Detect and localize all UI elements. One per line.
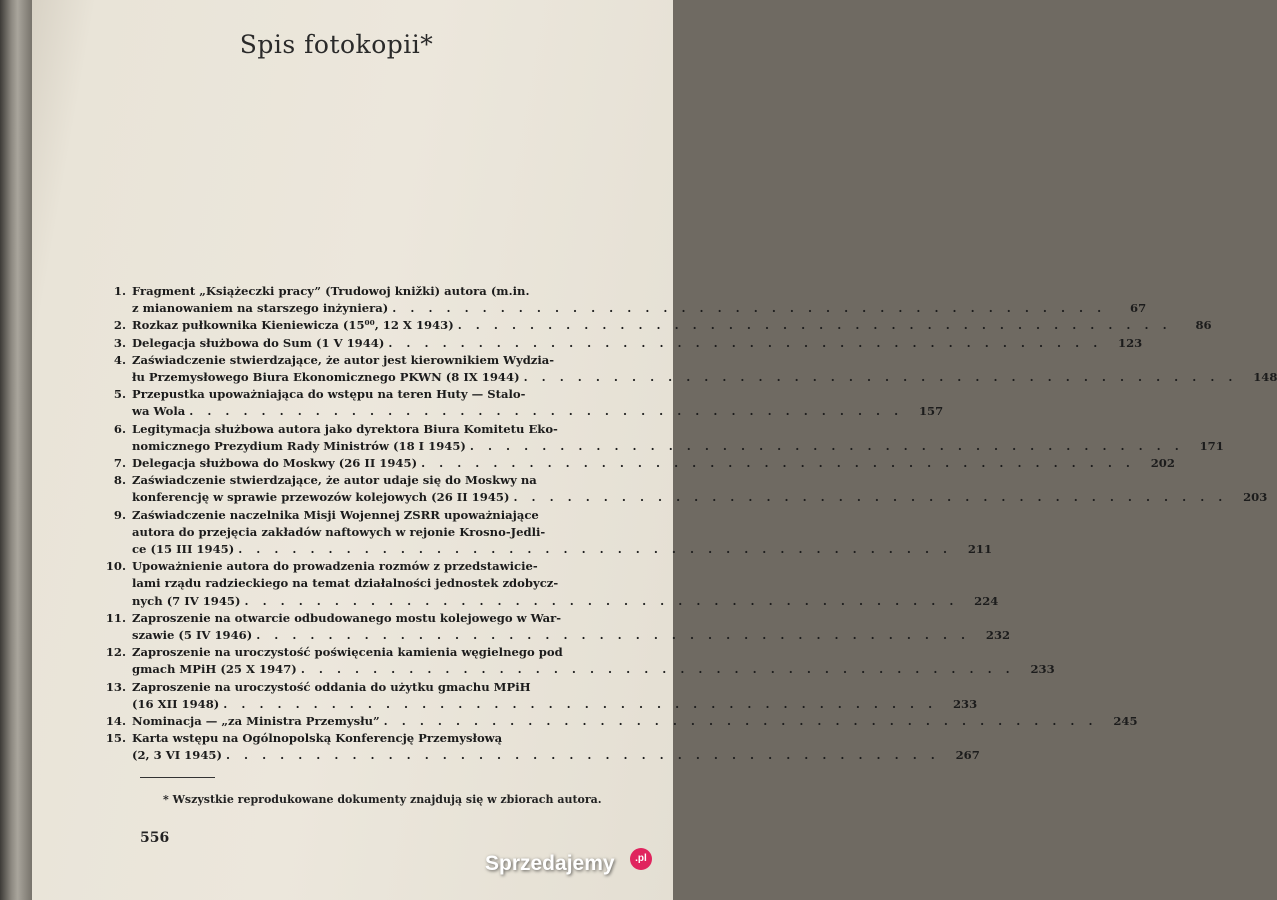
toc-entry-page: 157 xyxy=(918,404,944,419)
toc-entry-page: 148 xyxy=(1253,370,1277,385)
toc-entry-number: 6. xyxy=(113,421,126,436)
toc-entry xyxy=(98,472,1268,506)
leader-dots xyxy=(509,489,1227,506)
toc-entry xyxy=(98,644,1055,678)
book-spine xyxy=(0,0,32,900)
toc-entry xyxy=(98,558,999,610)
toc-entry-text: Zaproszenie na uroczystość oddania do użytku gmachu MPiH xyxy=(132,679,531,694)
footnote: * Wszystkie reprodukowane dokumenty znajdują się w zbiorach autora. xyxy=(163,793,602,806)
leader-dots xyxy=(454,317,1172,334)
toc-entry-number: 9. xyxy=(113,507,126,522)
toc-entry-number: 5. xyxy=(113,387,126,402)
toc-entry-number: 10. xyxy=(105,559,126,574)
toc-entry-number: 4. xyxy=(113,352,126,367)
toc-entry-page: 233 xyxy=(952,696,978,711)
toc-entry-text: konferencję w sprawie przewozów kolejowych (26 II 1945) xyxy=(132,490,510,505)
toc-entry-text: gmach MPiH (25 X 1947) xyxy=(132,662,297,677)
toc-entry-text: Zaświadczenie naczelnika Misji Wojennej ZSRR upoważniające xyxy=(132,507,539,522)
toc-entry-text: nych (7 IV 1945) xyxy=(132,593,241,608)
leader-dots xyxy=(384,335,1102,352)
toc-entry-text: ce (15 III 1945) xyxy=(132,542,235,557)
leader-dots xyxy=(520,369,1238,386)
leader-dots xyxy=(466,438,1184,455)
toc-entry xyxy=(98,386,944,420)
leader-dots xyxy=(252,627,970,644)
toc-entry xyxy=(98,317,1212,334)
toc-entry-number: 2. xyxy=(113,318,126,333)
toc-entry-text: Zaproszenie na otwarcie odbudowanego mostu kolejowego w War- xyxy=(132,610,562,625)
toc-entry-number: 12. xyxy=(105,645,126,660)
toc-entry xyxy=(98,730,980,764)
leader-dots xyxy=(185,403,903,420)
toc-entry-text: Delegacja służbowa do Moskwy (26 II 1945) xyxy=(132,456,418,471)
watermark-badge: .pl xyxy=(630,848,652,870)
toc-entry-number: 13. xyxy=(105,679,126,694)
toc-entry-page: 224 xyxy=(974,593,999,608)
toc-entry xyxy=(98,455,1175,472)
toc-entry-page: 86 xyxy=(1195,318,1212,333)
toc-entry-text: nomicznego Prezydium Rady Ministrów (18 I 1945) xyxy=(132,438,466,453)
toc-entry-text: Delegacja służbowa do Sum (1 V 1944) xyxy=(132,335,385,350)
leader-dots xyxy=(219,696,937,713)
toc-entry-page: 171 xyxy=(1199,438,1224,453)
toc-entry-text: Legitymacja służbowa autora jako dyrektora Biura Komitetu Eko- xyxy=(132,421,558,436)
toc-entry-page: 267 xyxy=(955,748,980,763)
toc-entry-text: lami rządu radzieckiego na temat działalności jednostek zdobycz- xyxy=(132,576,559,591)
leader-dots xyxy=(234,541,952,558)
toc-entry xyxy=(98,335,1143,352)
toc-entry-text: autora do przejęcia zakładów naftowych w rejonie Krosno-Jedli- xyxy=(132,524,546,539)
leader-dots xyxy=(417,455,1135,472)
toc-entry-page: 233 xyxy=(1030,662,1055,677)
page-number: 556 xyxy=(140,830,170,846)
toc-entry xyxy=(98,679,978,713)
toc-entry-text: Fragment „Książeczki pracy” (Trudowoj knižki) autora (m.in. xyxy=(132,284,530,298)
page-title: Spis fotokopii* xyxy=(239,30,434,59)
toc-entry-text: Zaświadczenie stwierdzające, że autor udaje się do Moskwy na xyxy=(132,473,537,488)
toc-entry-page: 232 xyxy=(985,628,1011,643)
toc-entry-number: 8. xyxy=(113,473,126,488)
leader-dots xyxy=(297,661,1015,678)
leader-dots xyxy=(388,300,1106,317)
toc-entry xyxy=(98,283,1147,317)
toc-entry-text: łu Przemysłowego Biura Ekonomicznego PKWN (8 IX 1944) xyxy=(132,370,520,385)
toc-entry xyxy=(98,713,1138,730)
toc-entry-number: 14. xyxy=(105,714,126,729)
toc-entry-text: Zaproszenie na uroczystość poświęcenia kamienia węgielnego pod xyxy=(132,645,563,660)
toc-entry xyxy=(98,421,1224,455)
toc-entry-text: Upoważnienie autora do prowadzenia rozmów z przedstawicie- xyxy=(132,559,538,574)
toc-entry-text: wa Wola xyxy=(132,404,186,419)
toc-entry-text: Karta wstępu na Ogólnopolską Konferencję Przemysłową xyxy=(132,731,503,746)
toc-entry-page: 211 xyxy=(967,542,993,557)
toc-entry-text: Rozkaz pułkownika Kieniewicza (15⁰⁰, 12 X 1943) xyxy=(132,318,454,333)
toc-entry-page: 245 xyxy=(1113,714,1138,729)
toc-entry-page: 67 xyxy=(1130,301,1147,316)
toc-entry-page: 203 xyxy=(1243,490,1268,505)
toc-entry xyxy=(98,610,1011,644)
leader-dots xyxy=(380,713,1098,730)
toc-entry-text: Przepustka upoważniająca do wstępu na teren Huty — Stalo- xyxy=(132,387,526,402)
toc-entry-text: (2, 3 VI 1945) xyxy=(132,748,222,763)
toc-entry-text: szawie (5 IV 1946) xyxy=(132,628,253,643)
table-of-contents xyxy=(98,283,1277,765)
toc-entry-page: 123 xyxy=(1118,335,1143,350)
toc-entry xyxy=(98,352,1277,386)
toc-entry-number: 11. xyxy=(105,610,126,625)
toc-entry-page: 202 xyxy=(1150,456,1175,471)
toc-entry-text: (16 XII 1948) xyxy=(132,696,220,711)
toc-entry-text: Nominacja — „za Ministra Przemysłu” xyxy=(132,714,380,729)
watermark-logo: Sprzedajemy xyxy=(485,852,615,875)
toc-entry xyxy=(98,507,993,559)
toc-entry-number: 1. xyxy=(113,284,126,298)
leader-dots xyxy=(241,593,959,610)
leader-dots xyxy=(222,747,940,764)
toc-entry-text: Zaświadczenie stwierdzające, że autor jest kierownikiem Wydzia- xyxy=(132,352,555,367)
footnote-rule xyxy=(140,777,215,778)
toc-entry-number: 7. xyxy=(113,456,126,471)
toc-entry-number: 15. xyxy=(105,731,126,746)
toc-entry-text: z mianowaniem na starszego inżyniera) xyxy=(132,301,389,316)
toc-entry-number: 3. xyxy=(113,335,126,350)
